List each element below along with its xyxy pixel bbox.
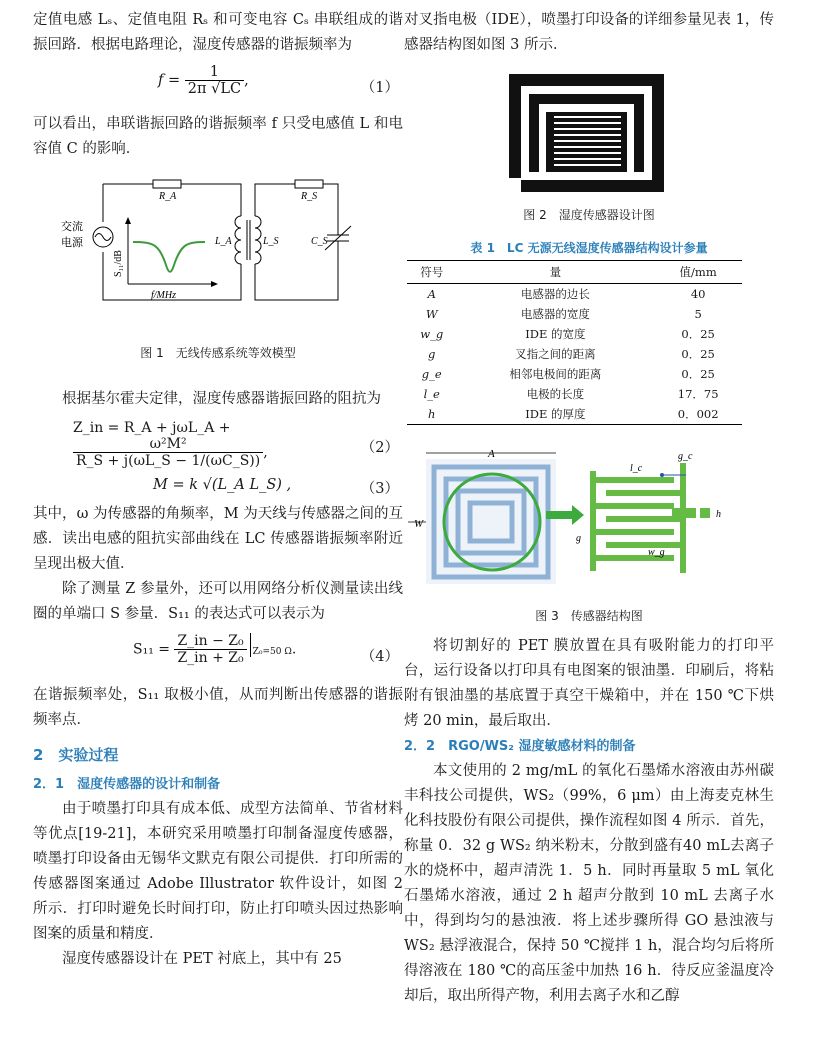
- table-header-value: 值/mm: [654, 261, 742, 284]
- equation-3: [33, 476, 403, 502]
- parameter-table: [407, 260, 742, 425]
- section-2-heading: 2 实验过程: [33, 746, 119, 764]
- inductor-la-icon: [235, 216, 241, 264]
- eq2-tail: ,: [263, 444, 268, 461]
- eq4-lhs: S₁₁ =: [133, 641, 170, 658]
- table-row: w_g IDE 的宽度 0．25: [420, 327, 715, 341]
- dim-w: W: [414, 518, 424, 530]
- label-ls: L_S: [263, 236, 279, 247]
- network-paragraph: 除了测量 Z 参量外，还可以用网络分析仪测量读出线圈的单端口 S 参量．S₁₁ 的表达式可以表示为: [33, 581, 403, 622]
- figure-1: [33, 172, 403, 387]
- equation-4: [33, 627, 403, 683]
- section-2-1-heading: 2．1 湿度传感器的设计和制备: [33, 777, 221, 792]
- equation-2: [33, 414, 403, 476]
- eq2-numerator: ω²M²: [73, 436, 263, 453]
- eq2-lhs: Z_in = R_A + jωL_A +: [73, 420, 231, 436]
- figure-1-caption: 图 1 无线传感系统等效模型: [140, 346, 296, 360]
- inductor-ls-icon: [255, 216, 261, 264]
- right-column: [404, 0, 774, 1009]
- label-x-axis: f/MHz: [151, 290, 176, 301]
- dim-h: h: [716, 509, 721, 520]
- eq2-denominator: R_S + j(ωL_S − 1/(ωC_S)): [76, 453, 261, 469]
- dim-wg: w_g: [648, 547, 665, 558]
- table-1-title: 表 1 LC 无源无线湿度传感器结构设计参量: [470, 241, 708, 255]
- dim-a: A: [488, 449, 495, 460]
- table-row: A 电感器的边长 40: [427, 287, 706, 301]
- table-row: g 叉指之间的距离 0．25: [428, 347, 715, 361]
- eq3-label: （3）: [360, 481, 399, 497]
- figure-3-caption: 图 3 传感器结构图: [535, 609, 643, 623]
- table-header-symbol: 符号: [407, 261, 456, 284]
- sensor-structure-diagram: [404, 449, 774, 599]
- resistor-rs: [295, 180, 323, 188]
- eq4-denominator: Z_in + Z₀: [177, 650, 244, 666]
- kirchhoff-paragraph: 根据基尔霍夫定律，湿度传感器谐振回路的阻抗为: [62, 391, 381, 407]
- eq4-subscript: Z₀=50 Ω: [250, 633, 292, 657]
- intro-paragraph: 定值电感 Lₛ、定值电阻 Rₛ 和可变电容 Cₛ 串联组成的谐振回路．根据电路理论，湿度传感器的谐振频率为: [33, 12, 403, 53]
- s11-resonance-curve: [133, 242, 205, 272]
- table-row: l_e 电极的长度 17．75: [423, 387, 719, 401]
- inkjet-paragraph: 由于喷墨打印具有成本低、成型方法简单、节省材料等优点[19-21]，本研究采用喷墨打印制备湿度传感器，喷墨打印设备由无锡华文默克有限公司提供．打印所需的传感器图案通过 Adobe Illustrator 软件设计，如图 2 所示．打印时避免长时间打印，防止打印喷头因过热影响图案的质量和精度．: [33, 801, 403, 942]
- sensor-design-image: [404, 68, 774, 198]
- pet-paragraph: 湿度传感器设计在 PET 衬底上，其中有 25: [62, 951, 342, 967]
- right-top-paragraph: 对叉指电极（IDE），喷墨打印设备的详细参量见表 1，传感器结构图如图 3 所示．: [404, 12, 774, 53]
- dim-ge: g_c: [678, 451, 693, 462]
- s11-paragraph: 在谐振频率处，S₁₁ 取极小值，从而判断出传感器的谐振频率点．: [33, 687, 403, 728]
- table-header-quantity: 量: [456, 261, 654, 284]
- figure-2-caption: 图 2 湿度传感器设计图: [523, 208, 655, 222]
- label-la: L_A: [215, 236, 232, 247]
- eq4-numerator: Z_in − Z₀: [174, 633, 246, 650]
- resistor-ra: [153, 180, 181, 188]
- label-source-2: 电源: [61, 236, 83, 249]
- eq1-denominator: 2π √LC: [187, 81, 242, 97]
- dim-g: g: [576, 533, 581, 544]
- equation-1: [33, 62, 403, 112]
- label-cs: C_S: [311, 236, 328, 247]
- interdigitated-electrode: [554, 116, 621, 166]
- after-eq1-paragraph: 可以看出，串联谐振回路的谐振频率 f 只受电感值 L 和电容值 C 的影响．: [33, 116, 403, 157]
- section-2-2-heading: 2．2 RGO/WS₂ 湿度敏感材料的制备: [404, 739, 636, 754]
- label-y-axis: S₁₁/dB: [113, 250, 124, 277]
- eq1-label: （1）: [360, 80, 399, 96]
- label-source-1: 交流: [61, 220, 83, 233]
- eq2-label: （2）: [360, 440, 399, 456]
- table-row: W 电感器的宽度 5: [425, 307, 702, 321]
- equivalent-circuit-diagram: [33, 172, 403, 342]
- left-column: [33, 0, 403, 972]
- eq1-tail: ,: [244, 72, 249, 89]
- pet-print-paragraph: 将切割好的 PET 膜放置在具有吸附能力的打印平台，运行设备以打印具有电图案的银油墨．印刷后，将粘附有银油墨的基底置于真空干燥箱中，并在 150 ℃下烘烤 20 min，最后取出．: [404, 638, 774, 729]
- figure-3: [404, 449, 774, 634]
- omega-paragraph: 其中，ω 为传感器的角频率，M 为天线与传感器之间的互感．读出电感的阻抗实部曲线在 LC 传感器谐振频率附近呈现出极大值．: [33, 506, 403, 572]
- rgo-paragraph: 本文使用的 2 mg/mL 的氧化石墨烯水溶液由苏州碳丰科技公司提供，WS₂（99%，6 μm）由上海麦克林生化科技股份有限公司提供，操作流程如图 4 所示．首先，称量 0．32 g WS₂ 纳米粉末，分散到盛有40 mL去离子水的烧杯中，超声清洗 1．5 h．同时再量取 5 mL 氧化石墨烯水溶液，通过 2 h 超声分散到 10 mL 去离子水中，得到均匀的悬浊液．将上述步骤所得 GO 悬浊液与 WS₂ 悬浮液混合，保持 50 ℃搅拌 1 h，混合均匀后将所得溶液在 180 ℃的高压釜中加热 16 h．待反应釜温度冷却后，取出所得产物，利用去离子水和乙醇: [404, 763, 774, 1004]
- eq1-numerator: 1: [185, 64, 244, 81]
- dim-le: l_c: [630, 463, 643, 474]
- label-rs: R_S: [301, 191, 318, 202]
- eq4-tail: .: [291, 641, 297, 658]
- eq1-lhs: f =: [158, 72, 181, 89]
- table-row: g_e 相邻电极间的距离 0．25: [421, 367, 715, 381]
- table-row: h IDE 的厚度 0．002: [407, 404, 742, 425]
- label-ra: R_A: [159, 191, 177, 202]
- eq3-text: M = k √(L_A L_S) ,: [153, 477, 292, 493]
- eq4-label: （4）: [360, 649, 399, 665]
- figure-2: [404, 68, 774, 233]
